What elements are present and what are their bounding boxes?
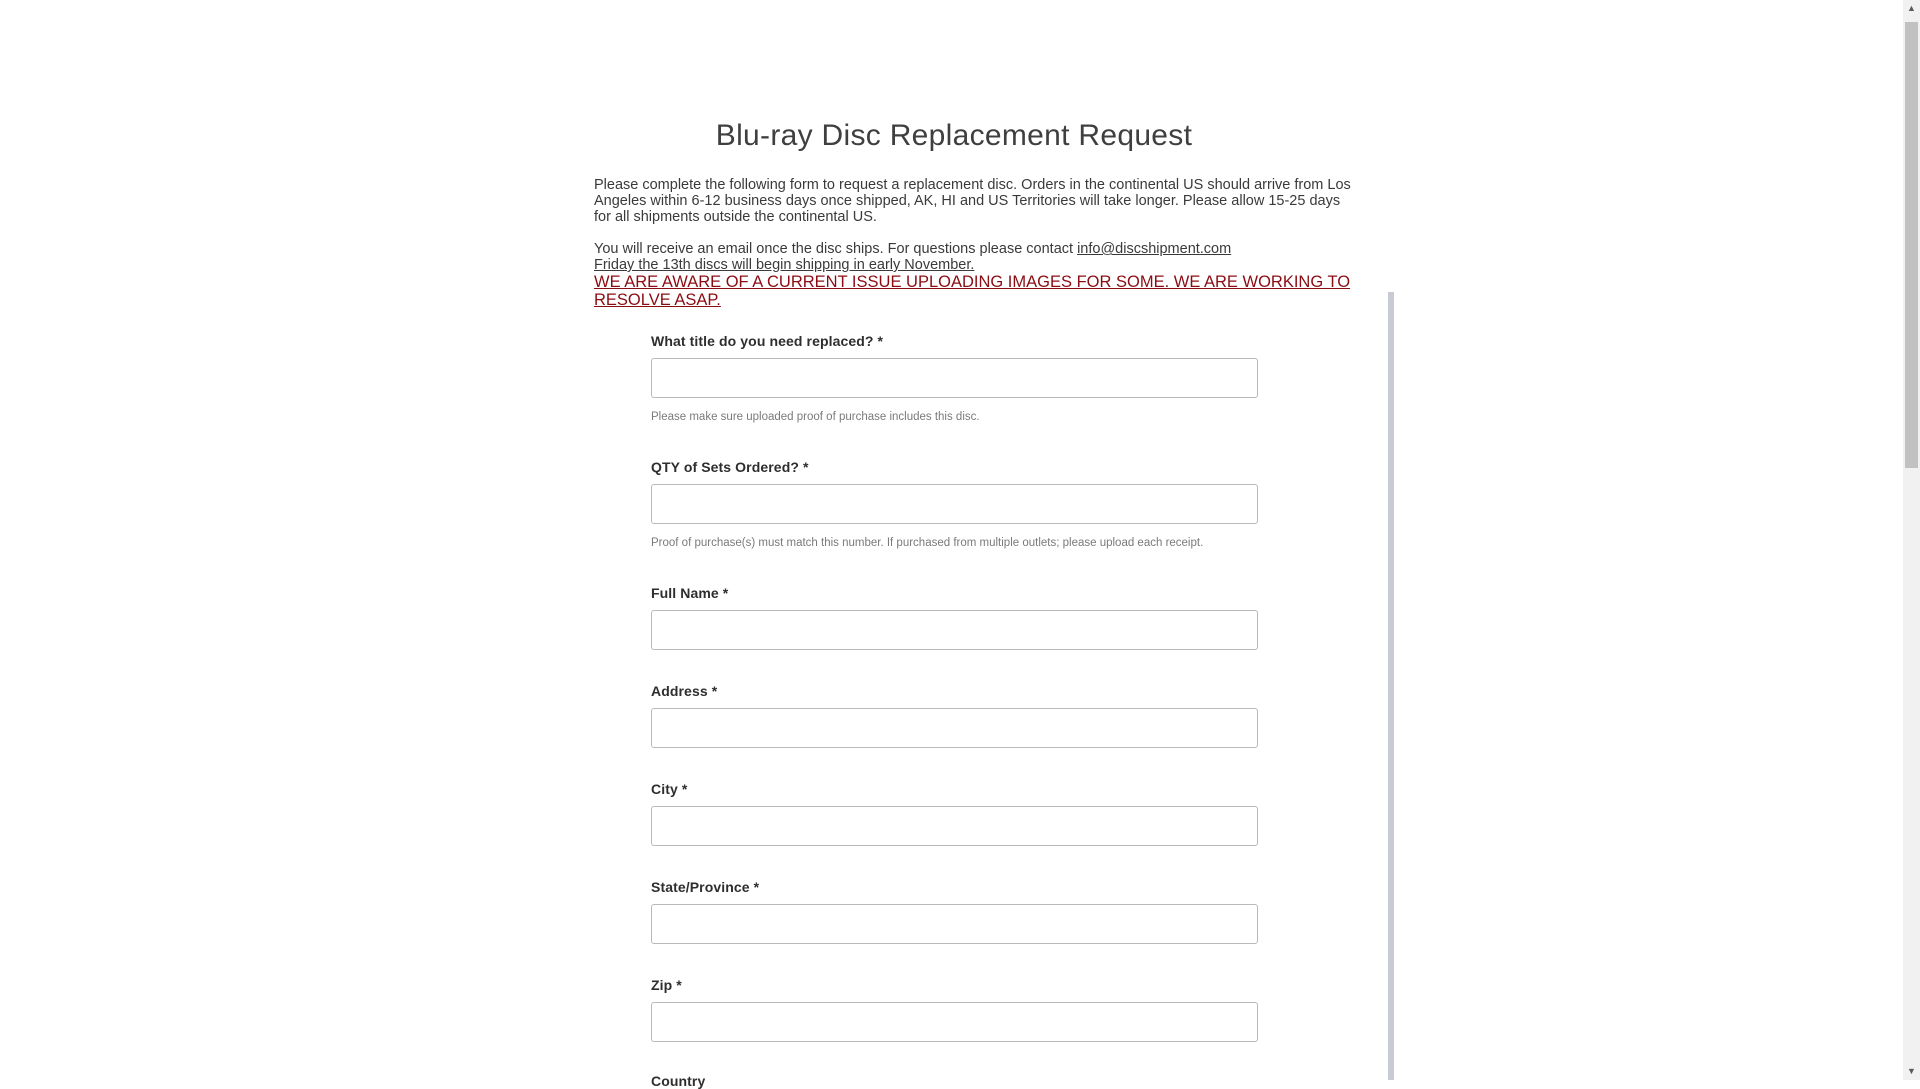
qty-help-text: Proof of purchase(s) must match this number. If purchased from multiple outlets; please upload each receipt. (651, 537, 1204, 549)
contact-email-link[interactable]: info@discshipment.com (1077, 241, 1232, 257)
address-input[interactable] (651, 708, 1258, 748)
full-name-input[interactable] (651, 610, 1258, 650)
shipping-note: Friday the 13th discs will begin shipping in early November. (594, 257, 975, 273)
title-help-text: Please make sure uploaded proof of purchase includes this disc. (651, 411, 980, 423)
scroll-down-arrow-icon[interactable]: ▼ (1907, 1066, 1916, 1076)
upload-issue-alert: WE ARE AWARE OF A CURRENT ISSUE UPLOADING IMAGES FOR SOME. WE ARE WORKING TO RESOLVE ASAP. (594, 273, 1351, 309)
state-input[interactable] (651, 904, 1258, 944)
email-line (594, 241, 1354, 257)
qty-input[interactable] (651, 484, 1258, 524)
city-label: City * (651, 781, 688, 797)
spacer (594, 225, 1354, 241)
page-title: Blu-ray Disc Replacement Request (715, 119, 1193, 152)
city-input[interactable] (651, 806, 1258, 846)
address-label: Address * (651, 683, 718, 699)
qty-label: QTY of Sets Ordered? * (651, 459, 809, 475)
scrollbar-thumb[interactable] (1905, 22, 1918, 468)
email-line-prefix: You will receive an email once the disc ships. For questions please contact (594, 241, 1078, 257)
title-label: What title do you need replaced? * (651, 333, 884, 349)
scroll-up-arrow-icon[interactable]: ▲ (1907, 3, 1916, 13)
intro-text (594, 177, 1354, 273)
zip-input[interactable] (651, 1002, 1258, 1042)
country-label: Country (651, 1073, 706, 1089)
zip-label: Zip * (651, 977, 682, 993)
title-input[interactable] (651, 358, 1258, 398)
state-label: State/Province * (651, 879, 760, 895)
full-name-label: Full Name * (651, 585, 729, 601)
intro-paragraph: Please complete the following form to request a replacement disc. Orders in the continental US should arrive from Los Angeles within 6-12 business days once shipped, AK, HI and US Territories will take longer. Please allow 15-25 days for all shipments outside the continental US. (594, 177, 1351, 225)
